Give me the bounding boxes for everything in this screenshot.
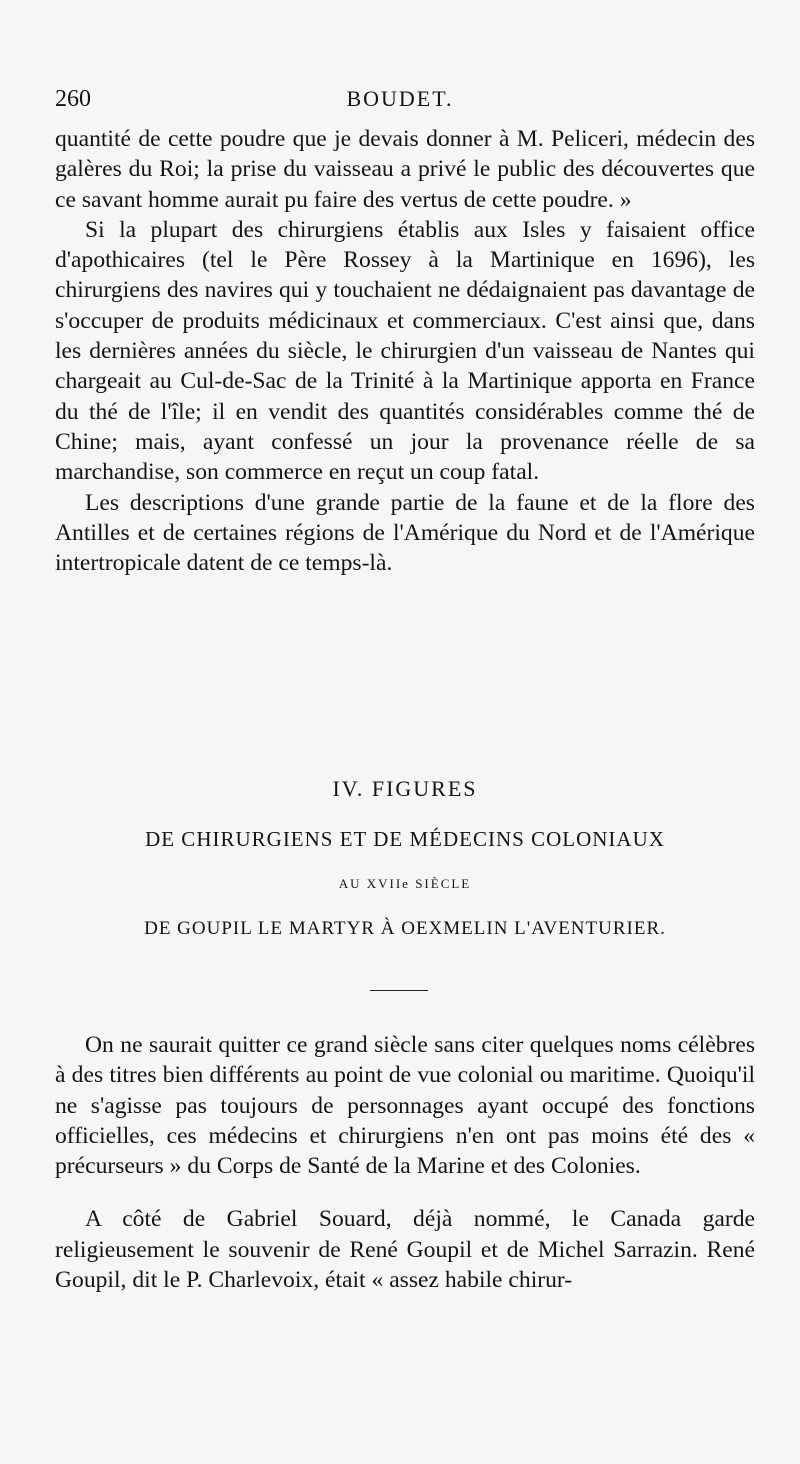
paragraph: On ne saurait quitter ce grand siècle sans citer quelques noms célèbres à des titres bien différents au point de vue colonial ou maritime. Quoiqu'il ne s'agisse pas toujours de personnages ayant occupé des fonctions officielles, ces médecins et chirurgiens n'en ont pas moins été des « précurseurs » du Corps de Santé de la Marine et des Colonies. xyxy=(55,1032,755,1180)
section-heading-century: AU XVIIe SIÈCLE xyxy=(338,876,472,891)
section-divider xyxy=(370,990,428,991)
section-heading-number: IV. FIGURES xyxy=(332,776,478,801)
running-head xyxy=(55,86,745,120)
paragraph: Les descriptions d'une grande partie de la faune et de la flore des Antilles et de certaines régions de l'Amérique du Nord et de l'Amérique intertropicale datent de ce temps-là. xyxy=(55,489,755,577)
paragraph: Si la plupart des chirurgiens établis aux Isles y faisaient office d'apothicaires (tel le Père Rossey à la Martinique en 1696), les chirurgiens des navires qui y touchaient ne dédaignaient pas davantage de s'occuper de produits médicinaux et commerciaux. C'est ainsi que, dans les dernières années du siècle, le chirurgien d'un vaisseau de Nantes qui chargeait au Cul-de-Sac de la Trinité à la Martinique apporta en France du thé de l'île; il en vendit des quantités considérables comme thé de Chine; mais, ayant confessé un jour la provenance réelle de sa marchandise, son commerce en reçut un coup fatal. xyxy=(55,216,755,486)
running-title: BOUDET. xyxy=(346,86,454,111)
section-heading-subtitle: DE GOUPIL LE MARTYR À OEXMELIN L'AVENTURIER. xyxy=(144,918,666,939)
section-heading-title: DE CHIRURGIENS ET DE MÉDECINS COLONIAUX xyxy=(145,827,665,851)
body-text-bottom xyxy=(55,1030,755,1295)
paragraph: quantité de cette poudre que je devais donner à M. Peliceri, médecin des galères du Roi; la prise du vaisseau a privé le public des découvertes que ce savant homme aurait pu faire des vertus de cette poudre. » xyxy=(55,126,755,213)
paragraph: A côté de Gabriel Souard, déjà nommé, le Canada garde religieusement le souvenir de René Goupil et de Michel Sarrazin. René Goupil, dit le P. Charlevoix, était « assez habile chirur- xyxy=(55,1206,755,1294)
body-text-top xyxy=(55,124,755,578)
page-number: 260 xyxy=(55,86,91,112)
